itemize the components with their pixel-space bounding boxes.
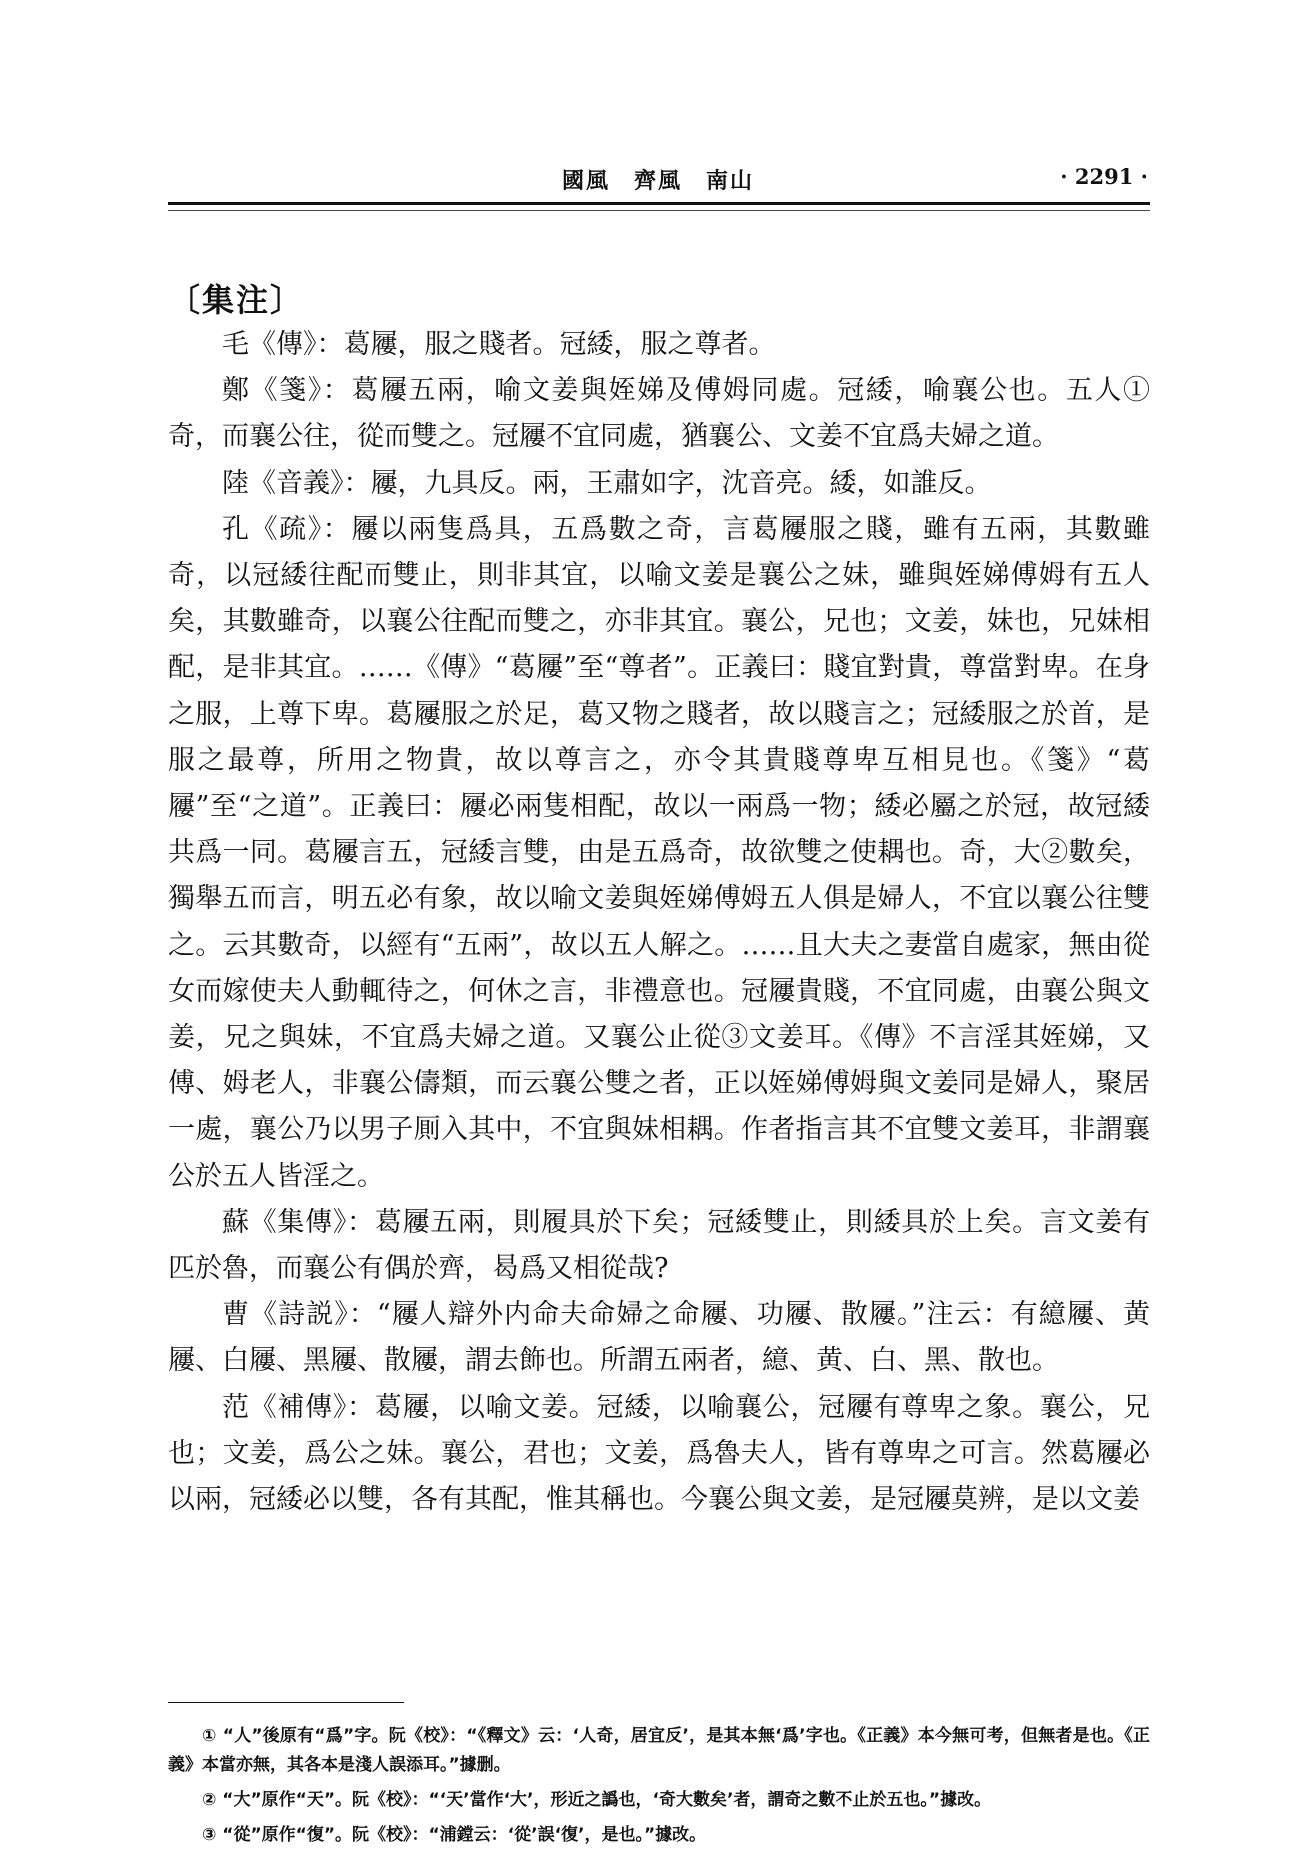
running-title: 國風 齊風 南山 bbox=[561, 168, 754, 194]
footnote-2: ② “大”原作“天”。阮《校》：“‘天’當作‘大’，形近之譌也，‘奇大數矣’者，謂奇之數不止於五也。”據改。 bbox=[202, 1790, 992, 1810]
header-rule-thin bbox=[168, 210, 1150, 211]
paragraph-cao-shishuo: 曹《詩説》：“屨人辯外内命夫命婦之命屨、功屨、散屨。”注云：有繶屨、黄屨、白屨、黑屨、散屨，謂去飾也。所謂五兩者，繶、黄、白、黑、散也。 bbox=[168, 1299, 1150, 1377]
running-head bbox=[168, 160, 1148, 194]
footnote-rule bbox=[168, 1702, 404, 1703]
header-rule-thick bbox=[168, 202, 1150, 205]
paragraph-fan-buzhuan: 范《補傳》：葛屨，以喻文姜。冠緌，以喻襄公，冠屨有尊卑之象。襄公，兄也；文姜，爲公之妹。襄公，君也；文姜，爲魯夫人，皆有尊卑之可言。然葛屨必以兩，冠緌必以雙，各有其配，惟其稱也。今襄公與文姜，是冠屨莫辨，是以文姜 bbox=[168, 1391, 1150, 1516]
paragraph-lu-yinyi: 陸《音義》：屨，九具反。兩，王肅如字，沈音亮。緌，如誰反。 bbox=[222, 467, 992, 499]
page-number: · 2291 · bbox=[1060, 164, 1148, 189]
paragraph-su-jizhuan: 蘇《集傳》：葛屨五兩，則履具於下矣；冠緌雙止，則緌具於上矣。言文姜有匹於魯，而襄公有偶於齊，曷爲又相從哉? bbox=[168, 1206, 1150, 1285]
paragraph-kong-shu: 孔《疏》：屨以兩隻爲具，五爲數之奇，言葛屨服之賤，雖有五兩，其數雖奇，以冠緌往配而雙止，則非其宜，以喻文姜是襄公之妹，雖與姪娣傅姆有五人矣，其數雖奇，以襄公往配而雙之，亦非其宜。襄公，兄也；文姜，妹也，兄妹相配，是非其宜。……《傳》“葛屨”至“尊者”。正義曰：賤宜對貴，尊當對卑。在身之服，上尊下卑。葛屨服之於足，葛又物之賤者，故以賤言之；冠緌服之於首，是服之最尊，所用之物貴，故以尊言之，亦令其貴賤尊卑互相見也。《箋》“葛屨”至“之道”。正義曰：屨必兩隻相配，故以一兩爲一物；緌必屬之於冠，故冠緌共爲一同。葛屨言五，冠緌言雙，由是五爲奇，故欲雙之使耦也。奇，大②數矣，獨舉五而言，明五必有象，故以喻文姜與姪娣傅姆五人俱是婦人，不宜以襄公往雙之。云其數奇，以經有“五兩”，故以五人解之。……且大夫之妻當自處家，無由從女而嫁使夫人動輒待之，何休之言，非禮意也。冠屨貴賤，不宜同處，由襄公與文姜，兄之與妹，不宜爲夫婦之道。又襄公止從③文姜耳。《傳》不言淫其姪娣，又傅、姆老人，非襄公儔類，而云襄公雙之者，正以姪娣傅姆與文姜同是婦人，聚居一處，襄公乃以男子厠入其中，不宜與妹相耦。作者指言其不宜雙文姜耳，非謂襄公於五人皆淫之。 bbox=[168, 513, 1150, 1192]
paragraph-mao-zhuan: 毛《傳》：葛屨，服之賤者。冠緌，服之尊者。 bbox=[222, 329, 776, 360]
commentary-body bbox=[168, 322, 1150, 1523]
paragraph-zheng-jian: 鄭《箋》：葛屨五兩，喻文姜與姪娣及傅姆同處。冠緌，喻襄公也。五人①奇，而襄公往，從而雙之。冠屨不宜同處，猶襄公、文姜不宜爲夫婦之道。 bbox=[168, 375, 1150, 453]
footnote-1: ① “人”後原有“爲”字。阮《校》：“《釋文》云：‘人奇，居宜反’，是其本無‘爲’字也。《正義》本今無可考，但無者是也。《正義》本當亦無，其各本是淺人誤添耳。”據删。 bbox=[168, 1726, 1150, 1775]
footnote-3: ③ “從”原作“復”。阮《校》：“浦鏜云：‘從’誤‘復’，是也。”據改。 bbox=[202, 1825, 707, 1845]
footnotes bbox=[168, 1722, 1150, 1856]
section-heading: 〔集注〕 bbox=[168, 281, 305, 319]
